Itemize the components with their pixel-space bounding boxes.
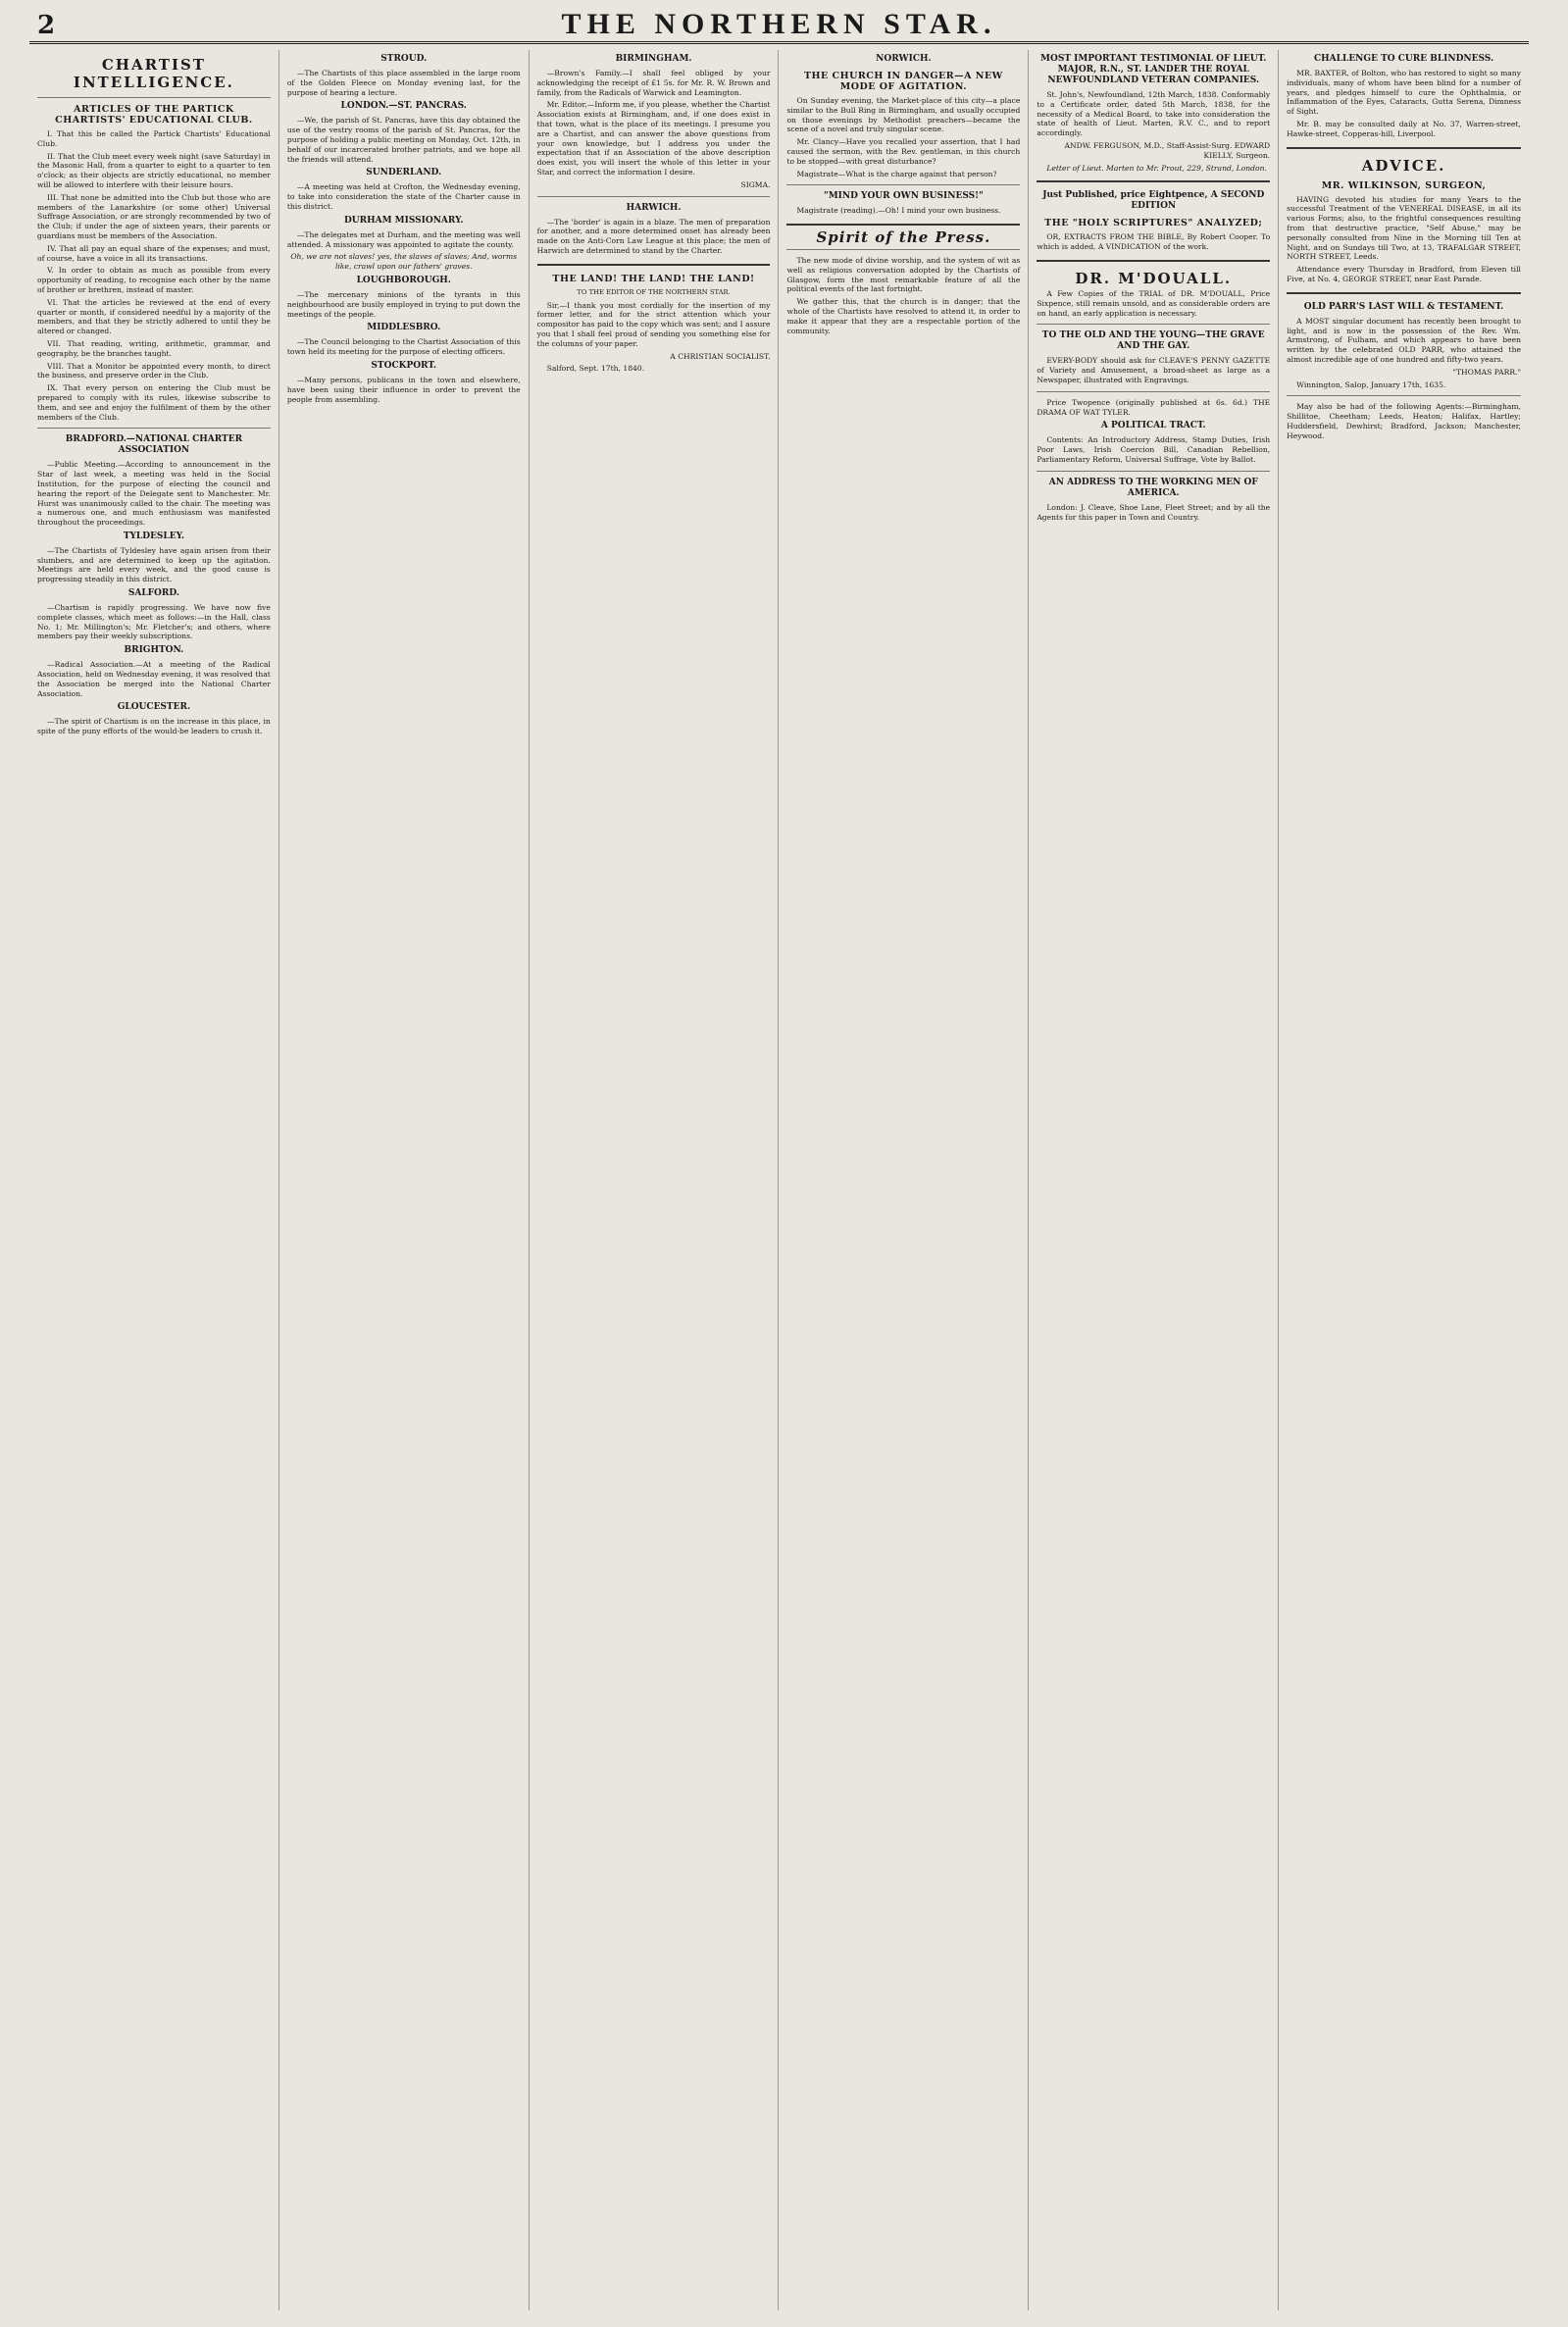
article-heading: BRIGHTON. [124, 645, 184, 656]
paragraph: VII. That reading, writing, arithmetic, grammar, and geography, be the branches taught. [37, 338, 271, 358]
paragraph: MR. BAXTER, of Bolton, who has restored to sight so many individuals, many of whom have been blind for a number of years, and pledges himself to cure the Ophthalmia, or Inflammation of the Eyes, Cataracts, Gutta Serena, Dimness of Sight. [1287, 69, 1521, 117]
article-heading: THE CHURCH IN DANGER—A NEW MODE OF AGITATION. [803, 71, 1003, 92]
article-heading: DURHAM MISSIONARY. [343, 215, 464, 226]
paragraph: IX. That every person on entering the Club must be prepared to comply with its rules, likewise subscribe to them, and see and enjoy the fulfilment of them by the other members of the Club. [37, 383, 271, 422]
paragraph: On Sunday evening, the Market-place of this city—a place similar to the Bull Ring in Birmingham, and usually occupied on those evenings by Methodist preachers—became the scene of a novel and truly singular scene. [786, 96, 1021, 134]
paragraph: I. That this be called the Partick Chartists' Educational Club. [37, 129, 271, 148]
paragraph: —The spirit of Chartism is on the increase in this place, in spite of the puny efforts of the would-be leaders to crush it. [37, 717, 271, 736]
verse: Oh, we are not slaves! yes, the slaves of slaves; And, worms like, crawl upon our fathers' graves. [290, 252, 518, 272]
paragraph: IV. That all pay an equal share of the expenses; and must, of course, have a voice in all its transactions. [37, 243, 271, 263]
article-heading: STOCKPORT. [371, 360, 437, 371]
paragraph: Mr. Clancy—Have you recalled your assertion, that I had caused the sermon, with the Rev. gentleman, in this church to be stopped—with great disturbance? [786, 137, 1021, 166]
article-heading: GLOUCESTER. [117, 702, 191, 713]
article-heading: THE "HOLY SCRIPTURES" ANALYZED; [1044, 218, 1263, 229]
paragraph: —Radical Association.—At a meeting of the Radical Association, held on Wednesday evening, it was resolved that the Association be merged into the National Charter Association. [37, 660, 271, 698]
paragraph: We gather this, that the church is in danger; that the whole of the Chartists have resolved to attend it, in order to make it appear that they are a respectable portion of the community. [786, 297, 1021, 335]
dateline: Salford, Sept. 17th, 1840. [546, 364, 645, 374]
article-heading: TO THE OLD AND THE YOUNG—THE GRAVE AND THE GAY. [1041, 330, 1265, 352]
paragraph: —The Chartists of this place assembled in the large room of the Golden Fleece on Monday evening last, for the purpose of hearing a lecture. [286, 69, 521, 97]
section-heading: CHARTIST INTELLIGENCE. [73, 56, 234, 91]
paragraph: Letter of Lieut. Marten to Mr. Prout, 229, Strand, London. [1046, 163, 1267, 173]
paragraph: May also be had of the following Agents:—Birmingham, Shillitoe, Cheetham; Leeds, Heaton; Halifax, Hartley; Huddersfield, Dewhirst; Bradford, Jackson; Manchester, Heywood. [1287, 402, 1521, 440]
article-heading: OLD PARR'S LAST WILL & TESTAMENT. [1303, 301, 1504, 312]
article-heading: MR. WILKINSON, SURGEON, [1321, 179, 1487, 191]
paragraph: Mr. B. may be consulted daily at No. 37, Warren-street, Hawke-street, Copperas-hill, Liverpool. [1287, 119, 1521, 138]
article-heading: "MIND YOUR OWN BUSINESS!" [824, 191, 984, 202]
paragraph: VIII. That a Monitor be appointed every month, to direct the business, and preserve order in the Club. [37, 361, 271, 380]
paragraph: Price Twopence (originally published at 6s. 6d.) THE DRAMA OF WAT TYLER. [1037, 397, 1271, 417]
paragraph: Attendance every Thursday in Bradford, from Eleven till Five, at No. 4, GEORGE STREET, near East Parade. [1287, 265, 1521, 283]
columns [29, 50, 1529, 2310]
article-heading: BRADFORD.—NATIONAL CHARTER ASSOCIATION [65, 434, 243, 456]
paragraph: —The 'border' is again in a blaze. The men of preparation for another, and a more determined onset has already been made on the Anti-Corn Law League at this place; the men of Harwich are determined to stand by the Charter. [536, 217, 771, 255]
paragraph: Magistrate (reading).—Oh! I mind your own business. [796, 206, 1001, 216]
column-5 [1029, 50, 1279, 2310]
article-heading: ARTICLES OF THE PARTICK CHARTISTS' EDUCATIONAL CLUB. [55, 104, 253, 126]
paragraph: OR, EXTRACTS FROM THE BIBLE, By Robert Cooper. To which is added, A VINDICATION of the work. [1037, 232, 1271, 252]
article-heading: THE LAND! THE LAND! THE LAND! [552, 273, 755, 284]
page-number: 2 [37, 11, 56, 40]
article-heading: SUNDERLAND. [366, 168, 442, 178]
paper-title: THE NORTHERN STAR. [561, 8, 997, 40]
article-heading: TYLDESLEY. [123, 531, 185, 541]
dateline: Winnington, Salop, January 17th, 1635. [1296, 379, 1446, 389]
column-1 [29, 50, 279, 2310]
article-heading: AN ADDRESS TO THE WORKING MEN OF AMERICA. [1048, 477, 1258, 498]
paragraph: V. In order to obtain as much as possible from every opportunity of reading, to recognise each other by the name of brother or brethren, instead of master. [37, 266, 271, 294]
paragraph: Contents: An Introductory Address, Stamp Duties, Irish Poor Laws, Irish Coercion Bill, Canadian Rebellion, Parliamentary Reform, Universal Suffrage, Vote by Ballot. [1037, 435, 1271, 464]
article-heading: ADVICE. [1361, 156, 1446, 175]
paragraph: —Chartism is rapidly progressing. We have now five complete classes, which meet as follows:—in the Hall, class No. 1; Mr. Millington's; Mr. Fletcher's; and others, where members pay their weekly subscriptions. [37, 603, 271, 641]
paragraph: —We, the parish of St. Pancras, have this day obtained the use of the vestry rooms of the parish of St. Pancras, for the purpose of holding a public meeting on Monday, Oct. 12th, in behalf of our incarcerated brother patriots, and we hope all the friends will attend. [286, 116, 521, 164]
paragraph: London: J. Cleave, Shoe Lane, Fleet Street; and by all the Agents for this paper in Town and Country. [1037, 502, 1271, 522]
paragraph: —The delegates met at Durham, and the meeting was well attended. A missionary was appointed to agitate the county. [286, 229, 521, 249]
article-heading: Just Published, price Eightpence, A SECOND EDITION [1042, 190, 1265, 212]
paragraph: —Public Meeting.—According to announcement in the Star of last week, a meeting was held in the Social Institution, for the purpose of electing the council and hearing the report of the Delegate sent to Manchester. Mr. Hurst was unanimously called to the chair. The meeting was a numerous one, and much enthusiasm was manifested throughout the proceedings. [37, 460, 271, 528]
article-heading: LONDON.—ST. PANCRAS. [340, 101, 467, 112]
paragraph: —The Chartists of Tyldesley have again arisen from their slumbers, and are determined to keep up the agitation. Meetings are held every week, and the good cause is progressing steadily in this district. [37, 545, 271, 584]
paragraph: St. John's, Newfoundland, 12th March, 1838. Conformably to a Certificate order, dated 5th March, 1838, for the necessity of a Medical Board, to take into consideration the state of health of Lieut. Marten, R.V. C., and to report accordingly. [1037, 90, 1271, 138]
signature: "THOMAS PARR." [1452, 367, 1521, 377]
article-heading: NORWICH. [876, 54, 932, 64]
paragraph: Magistrate—What is the charge against that person? [796, 169, 997, 178]
section-heading: Spirit of the Press. [816, 228, 991, 247]
paragraph: —Brown's Family.—I shall feel obliged by your acknowledging the receipt of £1 5s. for Mr. R. W. Brown and family, from the Radicals of Warwick and Leamington. [536, 69, 771, 97]
article-heading: CHALLENGE TO CURE BLINDNESS. [1314, 54, 1494, 64]
paragraph: —A meeting was held at Crofton, the Wednesday evening, to take into consideration the state of the Charter cause in this district. [286, 182, 521, 211]
article-heading: LOUGHBOROUGH. [356, 275, 451, 285]
paragraph: —Many persons, publicans in the town and elsewhere, have been using their influence in order to prevent the people from assembling. [286, 375, 521, 404]
column-4 [779, 50, 1029, 2310]
paragraph: III. That none be admitted into the Club but those who are members of the Lanarkshire (or some other) Universal Suffrage Association, or are strongly recommended by two of the Club; if under the age of sixteen years, their parents or guardians must be members of the Association. [37, 192, 271, 240]
paragraph: HAVING devoted his studies for many Years to the successful Treatment of the VENEREAL DISEASE, in all its various Forms; also, to the frightful consequences resulting from that destructive practice, "Self Abuse," may be personally consulted from Nine in the Morning till Ten at Night, and on Sundays till Two, at 13, TRAFALGAR STREET, NORTH STREET, Leeds. [1287, 194, 1521, 262]
paragraph: EVERY-BODY should ask for CLEAVE'S PENNY GAZETTE of Variety and Amusement, a broad-sheet as large as a Newspaper, illustrated with Engravings. [1037, 356, 1271, 384]
article-heading: MOST IMPORTANT TESTIMONIAL OF LIEUT. MAJOR, R.N., ST. LANDER THE ROYAL NEWFOUNDLAND VETERAN COMPANIES. [1040, 54, 1267, 85]
article-heading: DR. M'DOUALL. [1075, 269, 1233, 287]
article-heading: BIRMINGHAM. [615, 54, 692, 64]
masthead [29, 8, 1529, 44]
signature: ANDW. FERGUSON, M.D., Staff-Assist-Surg. EDWARD KIELLY, Surgeon. [1064, 140, 1271, 160]
article-heading: MIDDLESBRO. [367, 323, 441, 333]
signature: SIGMA. [740, 179, 771, 189]
paragraph: —The mercenary minions of the tyrants in this neighbourhood are busily employed in trying to put down the meetings of the people. [286, 289, 521, 319]
paragraph: —The Council belonging to the Chartist Association of this town held its meeting for the purpose of electing officers. [286, 337, 521, 357]
paragraph: II. That the Club meet every week night (save Saturday) in the Masonic Hall, from a quarter to eight to a quarter to ten o'clock; as their objects are strictly educational, no member will be allowed to interfere with their leisure hours. [37, 151, 271, 189]
column-3 [530, 50, 780, 2310]
column-6 [1279, 50, 1529, 2310]
article-heading: SALFORD. [127, 588, 179, 599]
signature: A CHRISTIAN SOCIALIST. [670, 351, 771, 361]
article-heading: STROUD. [380, 54, 428, 64]
paragraph: VI. That the articles be reviewed at the end of every quarter or month, if considered needful by a majority of the members, and that they be strictly adhered to until they be altered or changed. [37, 297, 271, 336]
paragraph: Mr. Editor,—Inform me, if you please, whether the Chartist Association exists at Birmingham, and, if one does exist in that town, what is the place of its meetings. I presume you are a Chartist, and can answer the above questions from your own knowledge, but I address you under the expectation that if an Association of the above description does exist, you will insert the whole of this letter in your Star, and correct the information I desire. [536, 100, 771, 177]
column-2 [279, 50, 530, 2310]
paragraph: The new mode of divine worship, and the system of wit as well as religious conversation adopted by the Chartists of Glasgow, form the most remarkable feature of all the political events of the last fortnight. [786, 255, 1021, 294]
paragraph: Sir,—I thank you most cordially for the insertion of my former letter, and for the strict attention which your compositor has paid to the copy which was sent; and I assure you that I shall feel proud of sending you something else for the columns of your paper. [536, 300, 771, 348]
paragraph: A MOST singular document has recently been brought to light, and is now in the possession of the Rev. Wm. Armstrong, of Fulham, and which appears to have been written by the celebrated OLD PARR, who attained the almost incredible age of one hundred and fifty-two years. [1287, 316, 1521, 364]
paragraph: TO THE EDITOR OF THE NORTHERN STAR. [577, 287, 731, 296]
paragraph: A Few Copies of the TRIAL of DR. M'DOUALL, Price Sixpence, still remain unsold, and as considerable orders are on hand, an early application is necessary. [1037, 288, 1271, 318]
article-heading: A POLITICAL TRACT. [1100, 421, 1206, 431]
article-heading: HARWICH. [626, 202, 682, 213]
